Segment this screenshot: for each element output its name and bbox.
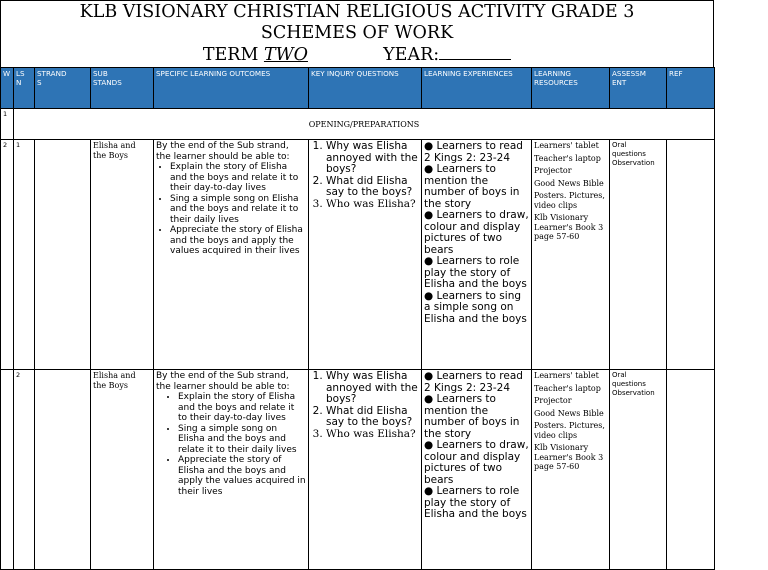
resource-item: Teacher's laptop	[534, 153, 601, 163]
question-item: 2. What did Elisha say to the boys?	[326, 406, 419, 429]
col-week: W	[1, 68, 14, 109]
week-cell: 2	[1, 140, 14, 370]
table-row	[1, 140, 715, 370]
resource-item: Projector	[534, 166, 572, 175]
assessment-item: questions	[612, 150, 646, 158]
outcome-intro: By the end of the Sub strand, the learner should be able to:	[156, 371, 290, 392]
table-row-opening	[1, 109, 715, 140]
assessment-cell	[610, 370, 667, 570]
resource-item: Klb Visionary Learner's Book 3 page 57-60	[534, 213, 604, 241]
table-row	[1, 370, 715, 570]
outcome-item: • Sing a simple song on Elisha and the boys and relate it to their daily lives	[178, 424, 306, 456]
ref-cell	[667, 140, 715, 370]
strand-cell	[35, 370, 91, 570]
opening-label: OPENING/PREPARATIONS	[14, 109, 715, 140]
outcomes-cell	[154, 140, 309, 370]
resource-item: Projector	[534, 396, 572, 405]
term-year-line	[1, 44, 713, 66]
col-experiences: LEARNING EXPERIENCES	[422, 68, 532, 109]
substrand-cell: Elisha and the Boys	[91, 370, 154, 570]
resource-item: Posters. Pictures, video clips	[534, 191, 605, 210]
col-questions: KEY INQURY QUESTIONS	[309, 68, 422, 109]
substrand-cell: Elisha and the Boys	[91, 140, 154, 370]
document-title-block	[0, 0, 714, 67]
col-substrand: SUB STANDS	[91, 68, 154, 109]
assessment-cell	[610, 140, 667, 370]
year-label: YEAR:	[383, 45, 440, 65]
experience-item: ● Learners to read 2 Kings 2: 23-24	[424, 140, 523, 164]
resource-item: Good News Bible	[534, 178, 604, 188]
outcome-item: • Sing a simple song on Elisha and the boys and relate it to their daily lives	[170, 194, 306, 226]
term-value: TWO	[263, 45, 308, 65]
col-strand: STRAND S	[35, 68, 91, 109]
lesson-cell: 1	[14, 140, 35, 370]
question-item: 1. Why was Elisha annoyed with the boys?	[326, 371, 419, 406]
col-outcomes: SPECIFIC LEARNING OUTCOMES	[154, 68, 309, 109]
question-item: 3. Who was Elisha?	[326, 199, 419, 211]
assessment-item: questions	[612, 380, 646, 388]
col-lesson: LS N	[14, 68, 35, 109]
question-item: 3. Who was Elisha?	[326, 429, 419, 441]
experiences-cell	[422, 370, 532, 570]
resource-item: Learners' tablet	[534, 371, 599, 380]
outcome-item: • Appreciate the story of Elisha and the boys and apply the values acquired in their lives	[170, 225, 306, 257]
experience-item: ● Learners to draw, colour and display pictures of two bears	[424, 209, 529, 256]
resource-item: Teacher's laptop	[534, 383, 601, 393]
col-ref: REF	[667, 68, 715, 109]
col-resources: LEARNING RESOURCES	[532, 68, 610, 109]
questions-cell	[309, 140, 422, 370]
week-cell: 1	[1, 109, 14, 140]
strand-cell	[35, 140, 91, 370]
col-assessment: ASSESSM ENT	[610, 68, 667, 109]
outcome-item: • Explain the story of Elisha and the boys and relate it to their day-to-day lives	[178, 392, 306, 424]
outcome-intro: By the end of the Sub strand, the learner should be able to:	[156, 141, 290, 162]
assessment-item: Observation	[612, 159, 655, 167]
experience-item: ● Learners to mention the number of boys in the story	[424, 393, 520, 440]
experience-item: ● Learners to role play the story of Elisha and the boys	[424, 255, 527, 290]
resource-item: Good News Bible	[534, 408, 604, 418]
outcomes-cell	[154, 370, 309, 570]
questions-cell	[309, 370, 422, 570]
experiences-cell	[422, 140, 532, 370]
resource-item: Posters. Pictures, video clips	[534, 421, 605, 440]
question-item: 1. Why was Elisha annoyed with the boys?	[326, 141, 419, 176]
experience-item: ● Learners to sing a simple song on Elisha and the boys	[424, 289, 527, 325]
experience-item: ● Learners to draw, colour and display pictures of two bears	[424, 439, 529, 486]
schemes-table	[0, 67, 715, 570]
week-cell	[1, 370, 14, 570]
assessment-item: Observation	[612, 389, 655, 397]
resources-cell	[532, 140, 610, 370]
assessment-item: Oral	[612, 371, 627, 379]
assessment-item: Oral	[612, 141, 627, 149]
question-item: 2. What did Elisha say to the boys?	[326, 176, 419, 199]
experience-item: ● Learners to role play the story of Elisha and the boys	[424, 485, 527, 520]
document-title: KLB VISIONARY CHRISTIAN RELIGIOUS ACTIVITY GRADE 3	[79, 2, 635, 22]
lesson-cell: 2	[14, 370, 35, 570]
year-blank-line	[439, 44, 511, 60]
resource-item: Klb Visionary Learner's Book 3 page 57-60	[534, 443, 604, 471]
term-label: TERM	[202, 45, 259, 65]
table-header-row	[1, 68, 715, 109]
experience-item: ● Learners to mention the number of boys in the story	[424, 163, 520, 210]
outcome-item: • Explain the story of Elisha and the boys and relate it to their day-to-day lives	[170, 162, 306, 194]
experience-item: ● Learners to read 2 Kings 2: 23-24	[424, 370, 523, 394]
resources-cell	[532, 370, 610, 570]
resource-item: Learners' tablet	[534, 141, 599, 150]
outcome-item: • Appreciate the story of Elisha and the boys and apply the values acquired in their lives	[178, 455, 306, 497]
ref-cell	[667, 370, 715, 570]
document-subtitle: SCHEMES OF WORK	[260, 23, 454, 43]
